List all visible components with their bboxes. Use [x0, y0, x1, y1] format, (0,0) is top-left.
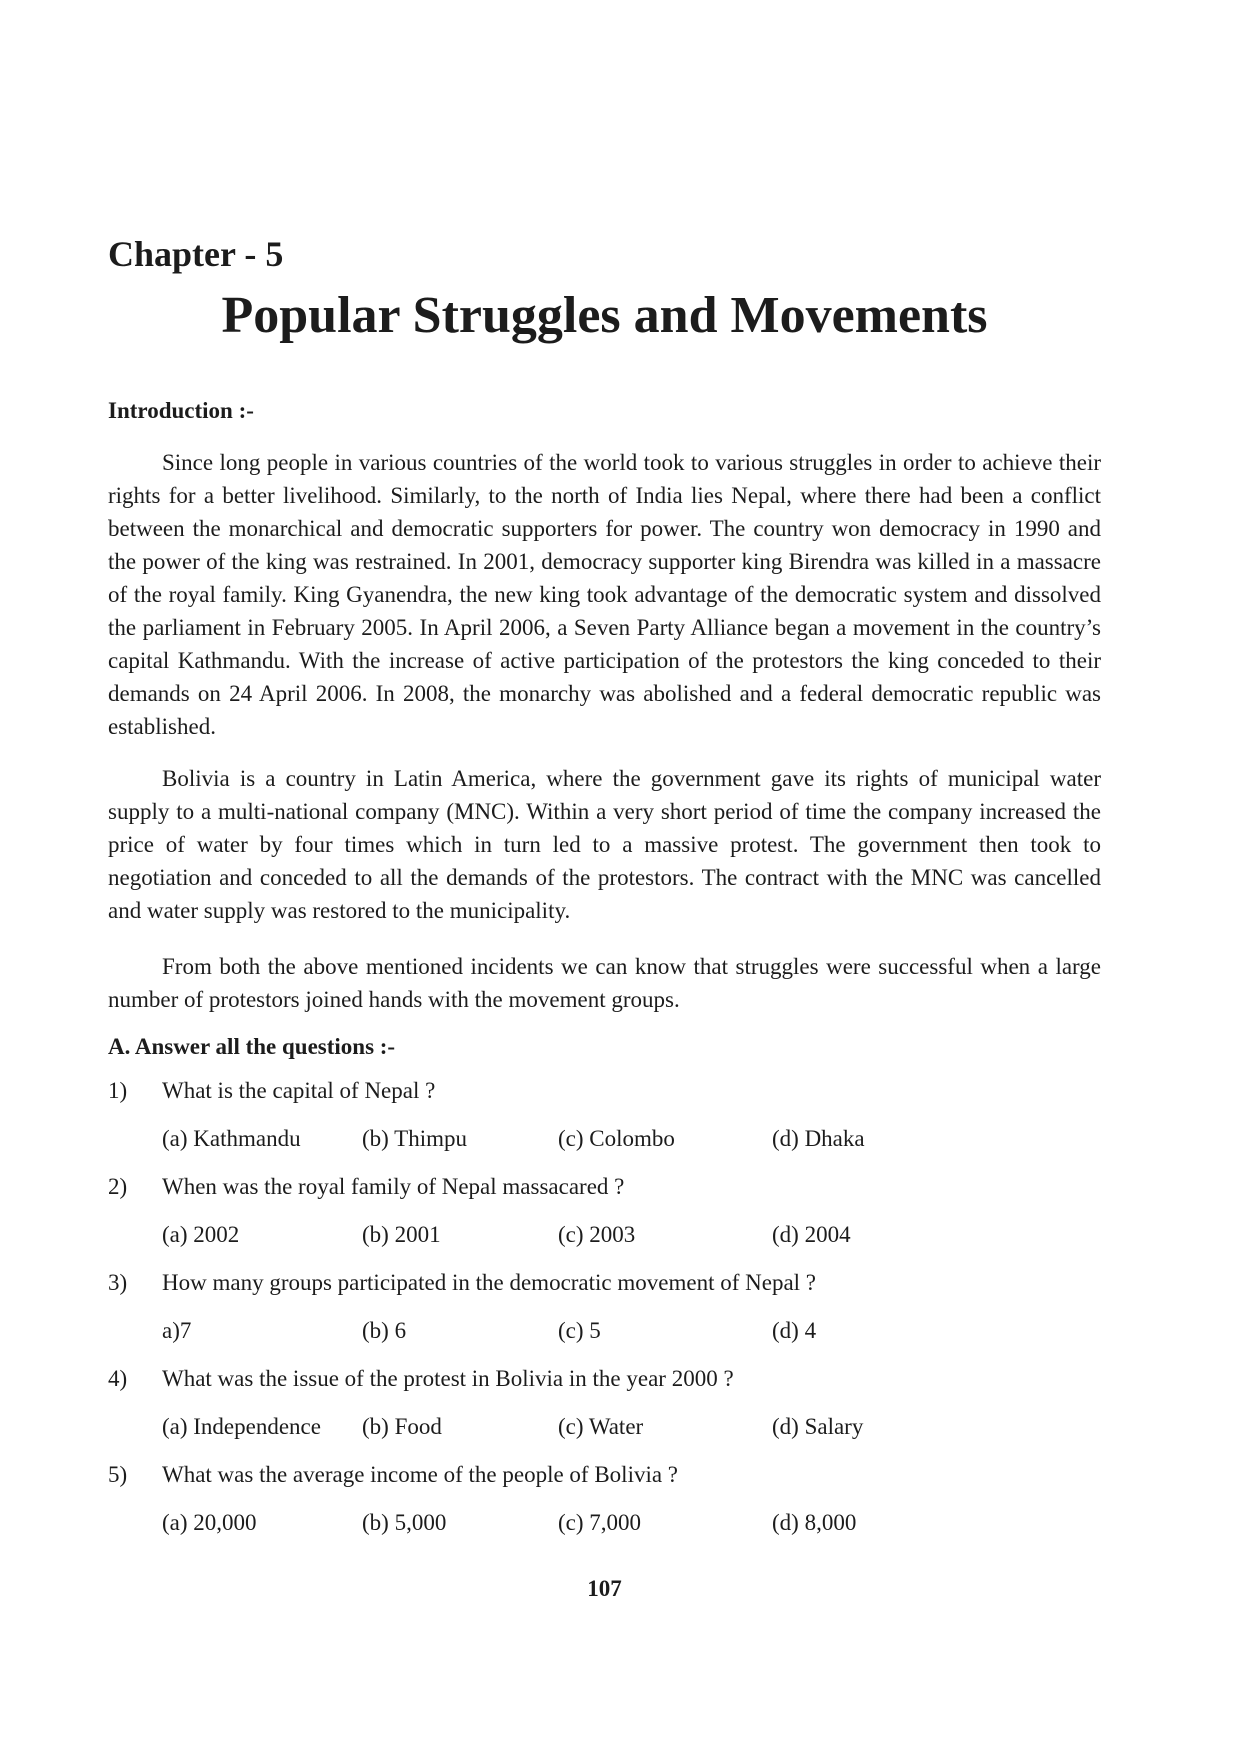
intro-paragraph-conclusion: From both the above mentioned incidents we can know that struggles were successful when a large number of protestors joined hands with the movement groups. [108, 954, 1101, 1012]
questions-heading: A. Answer all the questions :- [108, 1034, 396, 1059]
question-options [162, 1218, 1062, 1251]
question-text: How many groups participated in the democratic movement of Nepal ? [162, 1270, 817, 1295]
option-a: a)7 [162, 1318, 192, 1343]
intro-paragraph-bolivia: Bolivia is a country in Latin America, where the government gave its rights of municipal water supply to a multi-national company (MNC). Within a very short period of time the company increased the price of water by four times which in turn led to a massive protest. The government then took to negotiation and conceded to all the demands of the protestors. The contract with the MNC was cancelled and water supply was restored to the municipality. [108, 766, 1101, 923]
question-options [162, 1506, 1062, 1539]
question-item [108, 1074, 1101, 1170]
option-c: (c) 2003 [558, 1222, 636, 1247]
question-options [162, 1314, 1062, 1347]
option-d: (d) Dhaka [772, 1126, 865, 1151]
question-item [108, 1170, 1101, 1266]
question-item [108, 1458, 1101, 1554]
question-number: 4) [108, 1366, 128, 1391]
option-b: (b) 5,000 [362, 1510, 447, 1535]
option-b: (b) 6 [362, 1318, 407, 1343]
option-c: (c) Water [558, 1414, 644, 1439]
question-item [108, 1266, 1101, 1362]
option-d: (d) 2004 [772, 1222, 851, 1247]
option-b: (b) Food [362, 1414, 442, 1439]
question-number: 3) [108, 1270, 128, 1295]
introduction-heading: Introduction :- [108, 398, 254, 423]
option-d: (d) 8,000 [772, 1510, 857, 1535]
option-a: (a) Kathmandu [162, 1126, 301, 1151]
intro-paragraph-nepal: Since long people in various countries of the world took to various struggles in order to achieve their rights for a better livelihood. Similarly, to the north of India lies Nepal, where there had been a conflict between the monarchical and democratic supporters for power. The country won democracy in 1990 and the power of the king was restrained. In 2001, democracy supporter king Birendra was killed in a massacre of the royal family. King Gyanendra, the new king took advantage of the democratic system and dissolved the parliament in February 2005. In April 2006, a Seven Party Alliance began a movement in the country’s capital Kathmandu. With the increase of active participation of the protestors the king conceded to their demands on 24 April 2006. In 2008, the monarchy was abolished and a federal democratic republic was established. [108, 450, 1101, 739]
option-d: (d) 4 [772, 1318, 817, 1343]
option-d: (d) Salary [772, 1414, 864, 1439]
option-a: (a) 20,000 [162, 1510, 257, 1535]
option-a: (a) 2002 [162, 1222, 240, 1247]
question-text: What was the average income of the people of Bolivia ? [162, 1462, 679, 1487]
option-c: (c) 5 [558, 1318, 601, 1343]
question-text: What was the issue of the protest in Bolivia in the year 2000 ? [162, 1366, 734, 1391]
question-text: What is the capital of Nepal ? [162, 1078, 436, 1103]
question-number: 5) [108, 1462, 128, 1487]
chapter-label: Chapter - 5 [108, 234, 284, 274]
question-options [162, 1410, 1062, 1443]
option-c: (c) Colombo [558, 1126, 675, 1151]
option-a: (a) Independence [162, 1414, 321, 1439]
chapter-title: Popular Struggles and Movements [221, 287, 988, 344]
option-b: (b) 2001 [362, 1222, 441, 1247]
textbook-page [108, 0, 1101, 1755]
option-b: (b) Thimpu [362, 1126, 467, 1151]
question-options [162, 1122, 1062, 1155]
page-number: 107 [587, 1576, 622, 1601]
question-list [108, 1074, 1101, 1554]
question-number: 1) [108, 1078, 128, 1103]
question-item [108, 1362, 1101, 1458]
option-c: (c) 7,000 [558, 1510, 642, 1535]
question-number: 2) [108, 1174, 128, 1199]
question-text: When was the royal family of Nepal massacared ? [162, 1174, 625, 1199]
